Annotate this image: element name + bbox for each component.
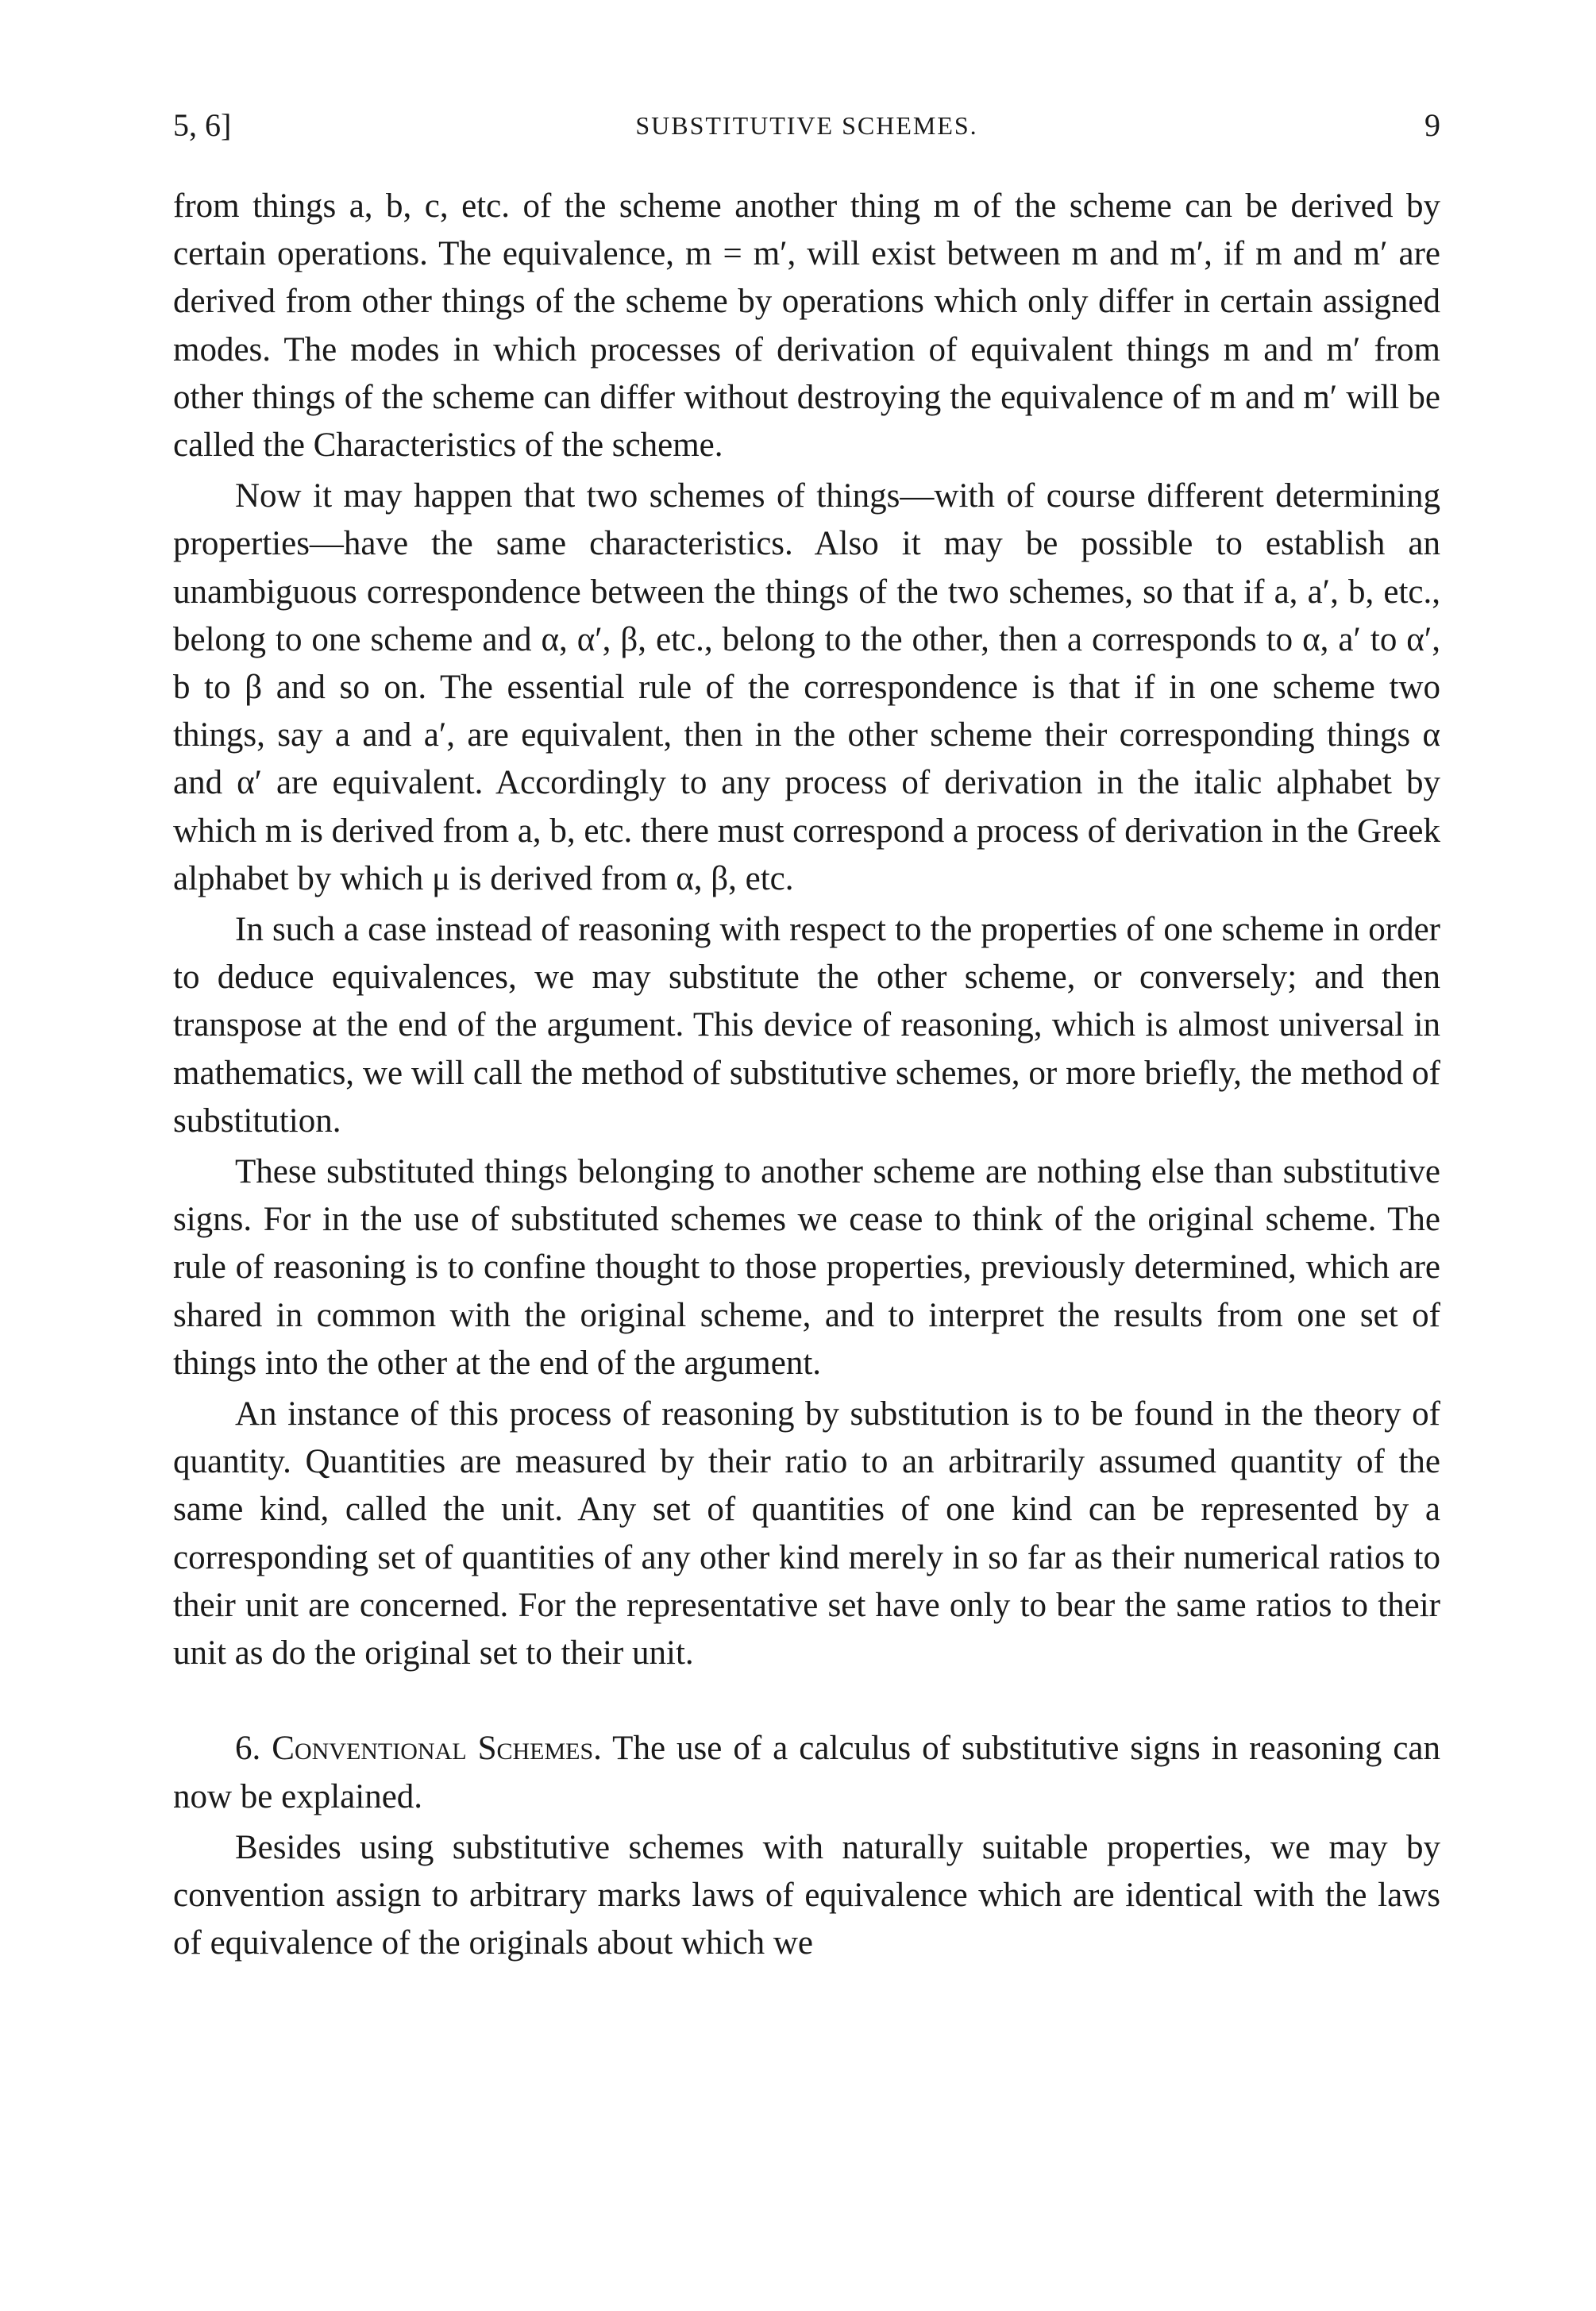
section-number: 6.	[235, 1730, 261, 1768]
paragraph-correspondence: Now it may happen that two schemes of things—with of course different determining properties—have the same characteristics. Also it may be possible to establish an unambiguous correspondence between the things of the two schemes, so that if a, a′, b, etc., belong to one scheme and α, α′, β, etc., belong to the other, then a corresponds to α, a′ to α′, b to β and so on. The essential rule of the correspondence is that if in one scheme two things, say a and a′, are equivalent, then in the other scheme their corresponding things α and α′ are equivalent. Accordingly to any process of derivation in the italic alphabet by which m is derived from a, b, etc. there must correspond a process of derivation in the Greek alphabet by which μ is derived from α, β, etc.	[173, 477, 1440, 897]
paragraph-conventional-schemes: Besides using substitutive schemes with naturally suitable properties, we may by convention assign to arbitrary marks laws of equivalence which are identical with the laws of equivalence of the originals about which we	[173, 1828, 1440, 1962]
section-6-paragraph	[173, 1725, 1440, 1820]
paragraph-method-of-substitution: In such a case instead of reasoning with respect to the properties of one scheme in order to deduce equivalences, we may substitute the other scheme, or conversely; and then transpose at the end of the argument. This device of reasoning, which is almost universal in mathematics, we will call the method of substitutive schemes, or more briefly, the method of substitution.	[173, 911, 1440, 1140]
paragraph-theory-of-quantity: An instance of this process of reasoning by substitution is to be found in the theory of quantity. Quantities are measured by their ratio to an arbitrarily assumed quantity of the same kind, called the unit. Any set of quantities of one kind can be represented by a corresponding set of quantities of any other kind merely in so far as their numerical ratios to their unit are concerned. For the representative set have only to bear the same ratios to their unit as do the original set to their unit.	[173, 1395, 1440, 1672]
body-text	[173, 183, 1440, 1967]
running-title: SUBSTITUTIVE SCHEMES.	[635, 111, 978, 140]
section-heading: Conventional Schemes.	[272, 1730, 602, 1768]
paragraph-characteristics: from things a, b, c, etc. of the scheme another thing m of the scheme can be derived by certain operations. The equivalence, m = m′, will exist between m and m′, if m and m′ are derived from other things of the scheme by operations which only differ in certain assigned modes. The modes in which processes of derivation of equivalent things m and m′ from other things of the scheme can differ without destroying the equivalence of m and m′ will be called the Characteristics of the scheme.	[173, 187, 1440, 465]
section-intro-text: The use of a calculus of substitutive signs in reasoning can now be explained.	[173, 1730, 1441, 1815]
paragraph-substitutive-signs: These substituted things belonging to another scheme are nothing else than substitutive signs. For in the use of substituted schemes we cease to think of the original scheme. The rule of reasoning is to confine thought to those properties, previously determined, which are shared in common with the original scheme, and to interpret the results from one set of things into the other at the end of the argument.	[173, 1153, 1440, 1382]
page-number: 9	[1424, 107, 1440, 143]
running-head	[173, 102, 1440, 149]
section-reference: 5, 6]	[173, 107, 232, 143]
